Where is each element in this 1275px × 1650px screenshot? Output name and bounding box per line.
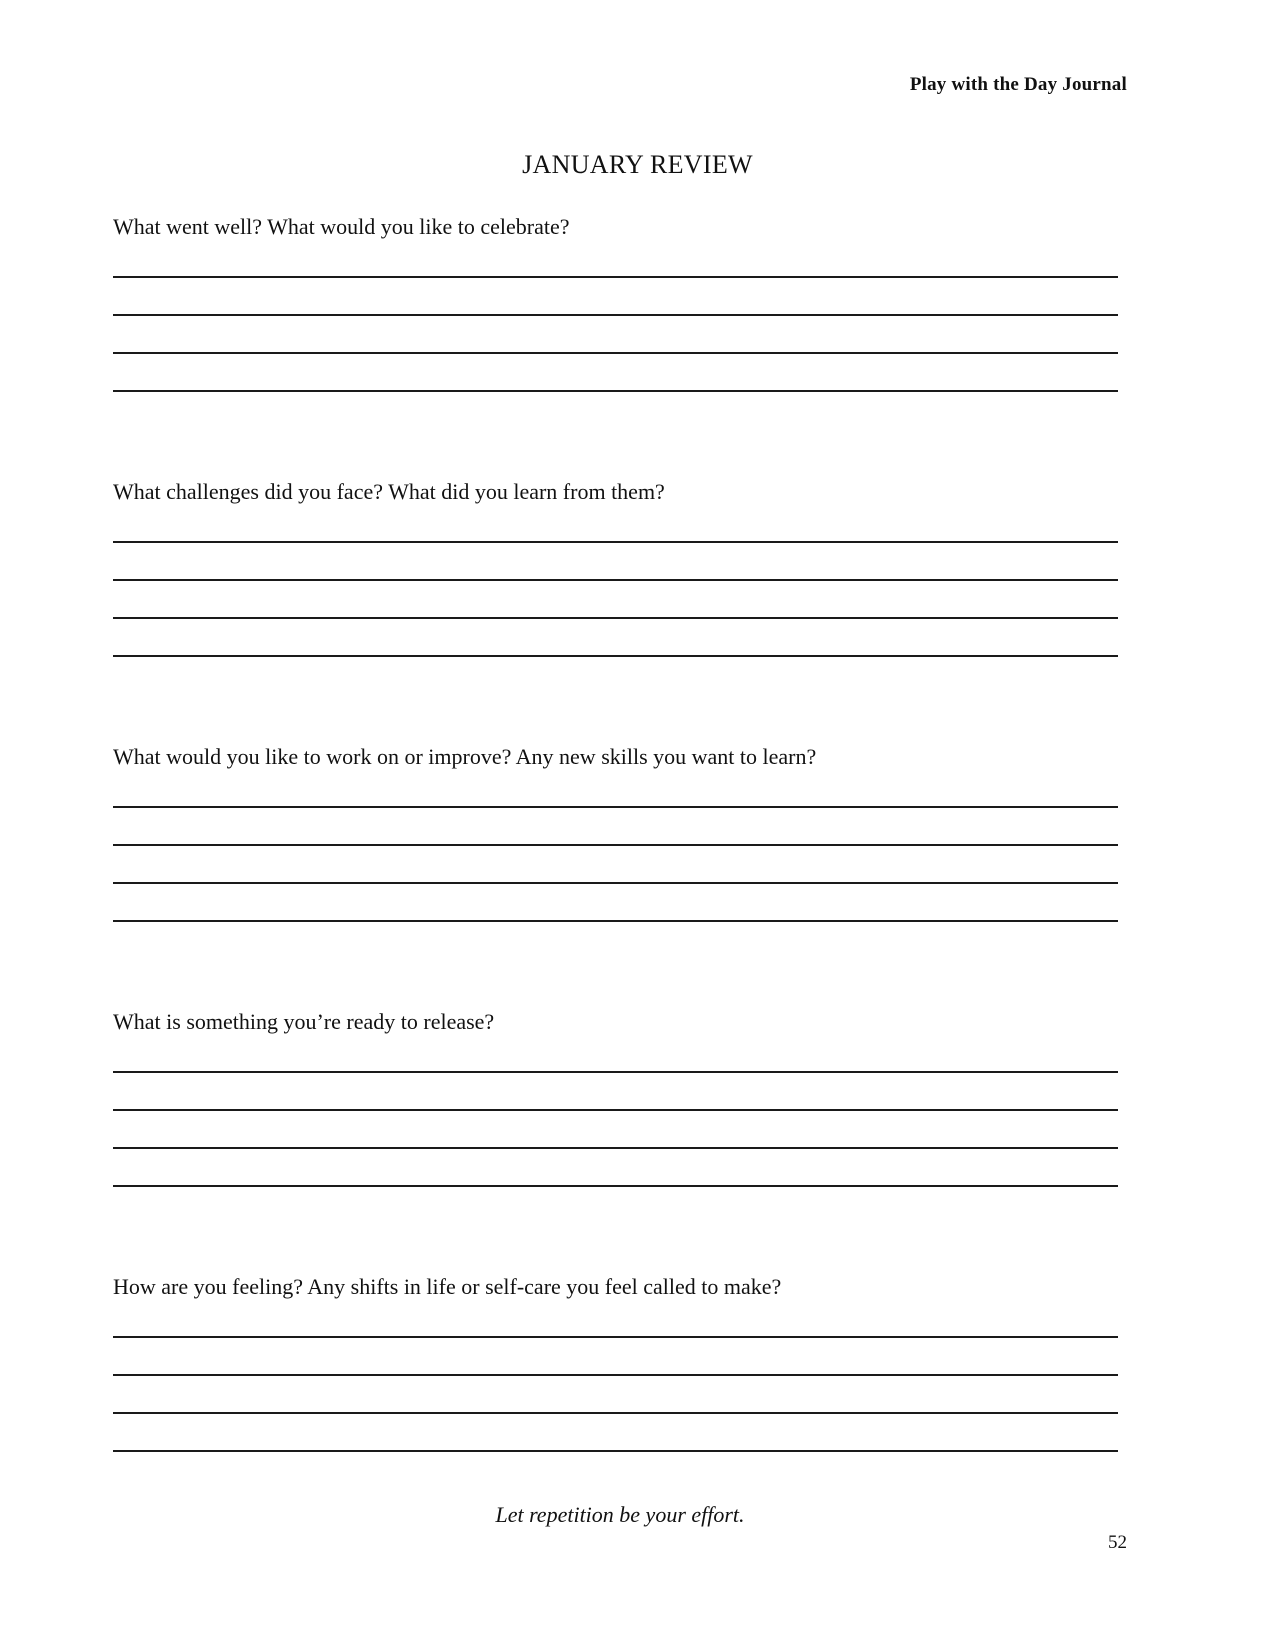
writing-line[interactable]: [113, 655, 1118, 657]
review-section-challenges: [113, 477, 1118, 657]
writing-line[interactable]: [113, 541, 1118, 543]
writing-line[interactable]: [113, 844, 1118, 846]
section-prompt: What would you like to work on or improve? Any new skills you want to learn?: [113, 744, 817, 769]
writing-line[interactable]: [113, 352, 1118, 354]
writing-line[interactable]: [113, 1374, 1118, 1376]
writing-line[interactable]: [113, 1185, 1118, 1187]
review-section-release: [113, 1007, 1118, 1187]
section-prompt: How are you feeling? Any shifts in life or self-care you feel called to make?: [113, 1274, 782, 1299]
writing-line[interactable]: [113, 1147, 1118, 1149]
writing-line[interactable]: [113, 806, 1118, 808]
writing-line[interactable]: [113, 579, 1118, 581]
writing-line[interactable]: [113, 276, 1118, 278]
writing-line[interactable]: [113, 1071, 1118, 1073]
page-title: JANUARY REVIEW: [522, 150, 753, 179]
review-section-improve: [113, 742, 1118, 922]
review-section-celebrate: [113, 212, 1118, 392]
writing-line[interactable]: [113, 1109, 1118, 1111]
writing-line[interactable]: [113, 920, 1118, 922]
writing-line[interactable]: [113, 1336, 1118, 1338]
section-prompt: What went well? What would you like to celebrate?: [113, 214, 570, 239]
page-number: 52: [1108, 1532, 1127, 1553]
writing-line[interactable]: [113, 390, 1118, 392]
writing-line[interactable]: [113, 1412, 1118, 1414]
footer-quote: Let repetition be your effort.: [495, 1502, 745, 1527]
writing-line[interactable]: [113, 617, 1118, 619]
section-prompt: What is something you’re ready to release?: [113, 1009, 495, 1034]
writing-line[interactable]: [113, 1450, 1118, 1452]
writing-line[interactable]: [113, 314, 1118, 316]
running-head: Play with the Day Journal: [909, 74, 1127, 95]
writing-line[interactable]: [113, 882, 1118, 884]
review-section-feeling: [113, 1272, 1118, 1452]
section-prompt: What challenges did you face? What did you learn from them?: [113, 479, 665, 504]
